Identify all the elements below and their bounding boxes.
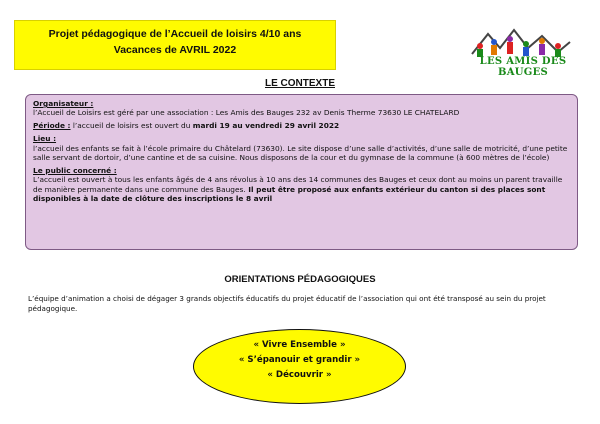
periode-text: l’accueil de loisirs est ouvert du (70, 121, 193, 131)
public-bold-text: Il peut être proposé aux enfants extérieur du canton si des places sont disponibles à la date de clôture des inscriptions le 8 avril (33, 184, 546, 204)
public-paragraph (33, 175, 570, 203)
children-figures-icon (477, 36, 561, 57)
logo-text: LES AMIS DES BAUGES (479, 56, 567, 78)
lieu-heading: Lieu : (33, 134, 57, 144)
objective-3: « Découvrir » (267, 370, 332, 380)
title-line-1: Projet pédagogique de l’Accueil de loisirs 4/10 ans (48, 28, 302, 40)
context-box (25, 94, 578, 250)
periode-dates: mardi 19 au vendredi 29 avril 2022 (192, 121, 340, 131)
title-line-2: Vacances de AVRIL 2022 (113, 44, 237, 56)
objectives-ellipse (193, 329, 406, 404)
periode-heading: Période : (33, 121, 71, 131)
objective-1: « Vivre Ensemble » (253, 340, 346, 350)
public-text: L’accueil est ouvert à tous les enfants âgés de 4 ans révolus à 10 ans des 14 communes des Bauges et ceux dont au moins un parent travaille de manière permanente dans une commune des Bauges. (33, 175, 563, 194)
periode-paragraph (33, 121, 570, 130)
organisateur-text: l’Accueil de Loisirs est géré par une association : Les Amis des Bauges 232 av Denis Therme 73630 LE CHATELARD (33, 108, 460, 118)
lieu-text: l’accueil des enfants se fait à l’école primaire du Châtelard (73630). Le site dispose d’une salle d’activités, d’une salle de motricité, d’une petite salle servant de dortoir, d’une cantine et de sa cuisine. Nous disposons de la cour et du gymnase de la commune (à 600 mètres de l’école) (33, 143, 568, 163)
objective-2: « S’épanouir et grandir » (238, 355, 361, 365)
title-banner (14, 20, 336, 70)
section-title-orientations: ORIENTATIONS PÉDAGOGIQUES (224, 274, 376, 285)
team-paragraph: L’équipe d’animation a choisi de dégager 3 grands objectifs éducatifs du projet éducatif de l’association qui ont été transposé au sein du projet pédagogique. (28, 294, 546, 313)
public-heading: Le public concerné : (33, 165, 117, 175)
section-title-contexte: LE CONTEXTE (264, 78, 335, 89)
organisateur-heading: Organisateur : (33, 99, 94, 108)
